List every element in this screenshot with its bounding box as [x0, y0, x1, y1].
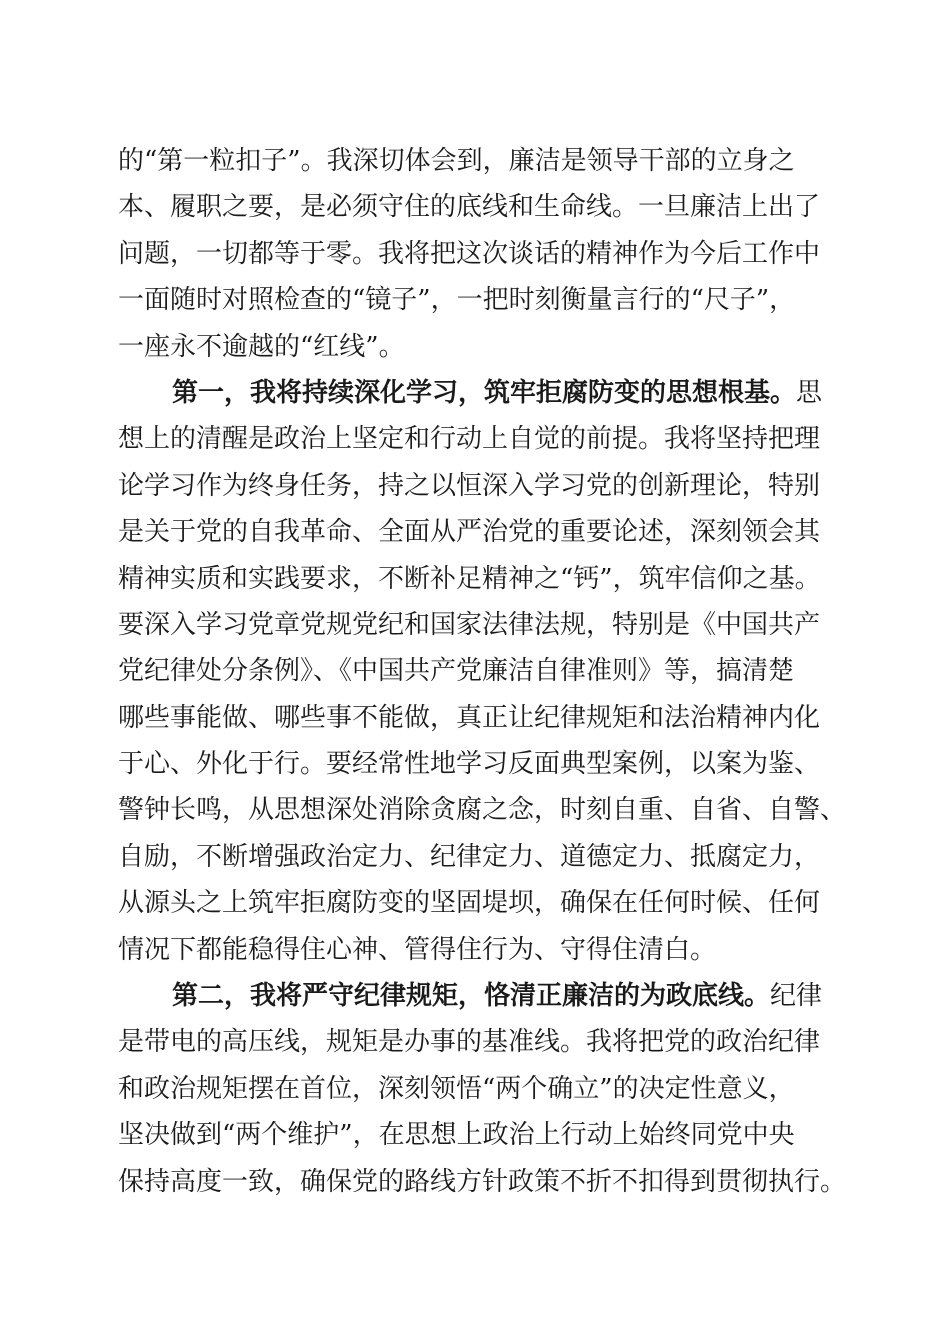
text-line: 哪些事能做、哪些事不能做，真正让纪律规矩和法治精神内化: [118, 702, 821, 733]
text-line: 从源头之上筑牢拒腐防变的坚固堤坝，确保在任何时候、任何: [118, 888, 821, 919]
text-line: 本、履职之要，是必须守住的底线和生命线。一旦廉洁上出了: [118, 192, 821, 223]
paragraph-second-line: [118, 973, 830, 1019]
text-line: 是带电的高压线，规矩是办事的基准线。我将把党的政治纪律: [118, 1027, 821, 1058]
text-line: 情况下都能稳得住心神、管得住行为、守得住清白。: [118, 934, 717, 965]
text-line: 论学习作为终身任务，持之以恒深入学习党的创新理论，特别: [118, 470, 821, 501]
paragraph-first: [118, 370, 847, 973]
paragraph-lead-sentence: 第一，我将持续深化学习，筑牢拒腐防变的思想根基。: [172, 377, 797, 408]
text-line: 问题，一切都等于零。我将把这次谈话的精神作为今后工作中: [118, 238, 821, 269]
text-line: 的“第一粒扣子”。我深切体会到，廉洁是领导干部的立身之: [118, 146, 795, 176]
text-line: 和政治规矩摆在首位，深刻领悟“两个确立”的决定性意义，: [118, 1073, 795, 1104]
text-line: 精神实质和实践要求，不断补足精神之“钙”，筑牢信仰之基。: [118, 563, 821, 594]
text-line: 于心、外化于行。要经常性地学习反面典型案例，以案为鉴、: [118, 749, 821, 780]
text-line: 警钟长鸣，从思想深处消除贪腐之念，时刻自重、自省、自警、: [118, 795, 847, 826]
text-line: 要深入学习党章党规党纪和国家法律法规，特别是《中国共产: [118, 609, 821, 640]
text-line: 想上的清醒是政治上坚定和行动上自觉的前提。我将坚持把理: [118, 424, 821, 455]
paragraph-lead-sentence: 第二，我将严守纪律规矩，恪清正廉洁的为政底线。: [172, 981, 771, 1012]
text-line: 自励，不断增强政治定力、纪律定力、道德定力、抵腐定力，: [118, 841, 821, 872]
text-line: 党纪律处分条例》、《中国共产党廉洁自律准则》等，搞清楚: [118, 656, 795, 687]
text-line: 是关于党的自我革命、全面从严治党的重要论述，深刻领会其: [118, 517, 821, 548]
text-line: 坚决做到“两个维护”，在思想上政治上行动上始终同党中央: [118, 1120, 795, 1151]
continuation-paragraph: [118, 138, 830, 370]
text-line: 保持高度一致，确保党的路线方针政策不折不扣得到贯彻执行。: [118, 1166, 847, 1197]
paragraph-second: [118, 973, 847, 1205]
text-line: 一面随时对照检查的“镜子”，一把时刻衡量言行的“尺子”，: [118, 285, 796, 316]
text-line: 一座永不逾越的“红线”。: [118, 331, 405, 362]
paragraph-first-line: [118, 370, 830, 416]
body-text: [118, 138, 847, 1205]
text-fragment: 纪律: [770, 981, 823, 1012]
text-fragment: 思: [796, 377, 823, 408]
